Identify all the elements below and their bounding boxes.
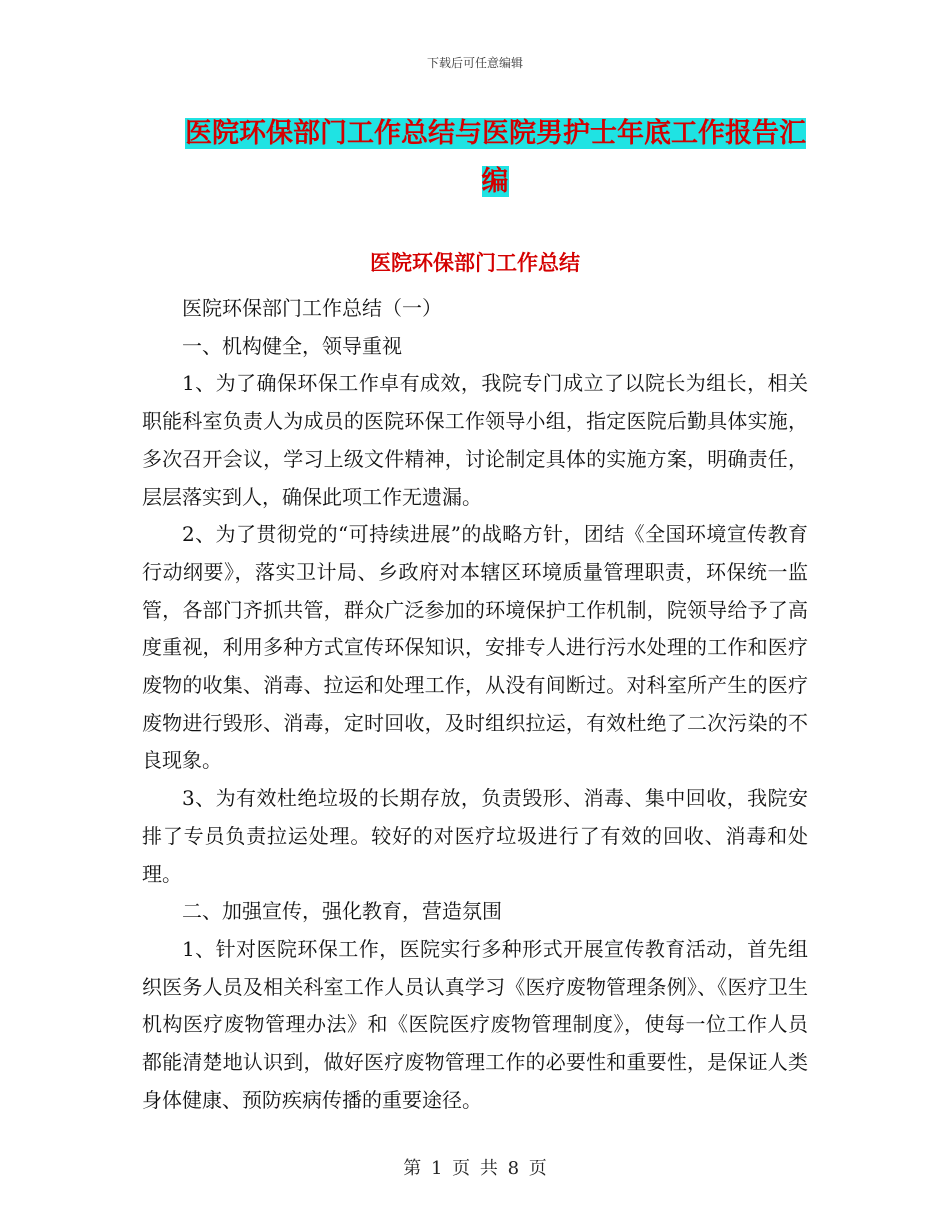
document-body xyxy=(142,290,808,1119)
section-title: 医院环保部门工作总结 xyxy=(370,251,580,275)
body-paragraph: 2、为了贯彻党的“可持续进展”的战略方针，团结《全国环境宣传教育行动纲要》，落实卫计局、乡政府对本辖区环境质量管理职责，环保统一监管，各部门齐抓共管，群众广泛参加的环境保护工作机制，院领导给予了高度重视，利用多种方式宣传环保知识，安排专人进行污水处理的工作和医疗废物的收集、消毒、拉运和处理工作，从没有间断过。对科室所产生的医疗废物进行毁形、消毒，定时回收，及时组织拉运，有效杜绝了二次污染的不良现象。 xyxy=(142,522,808,773)
body-paragraph: 1、针对医院环保工作，医院实行多种形式开展宣传教育活动，首先组织医务人员及相关科室工作人员认真学习《医疗废物管理条例》、《医疗卫生机构医疗废物管理办法》和《医院医疗废物管理制度》，使每一位工作人员都能清楚地认识到，做好医疗废物管理工作的必要性和重要性，是保证人类身体健康、预防疾病传播的重要途径。 xyxy=(142,936,808,1112)
document-title-line-1 xyxy=(185,110,805,158)
document-title-line-2 xyxy=(185,158,805,206)
body-paragraph: 3、为有效杜绝垃圾的长期存放，负责毁形、消毒、集中回收，我院安排了专员负责拉运处理。较好的对医疗垃圾进行了有效的回收、消毒和处理。 xyxy=(142,786,808,886)
title-highlight-1: 医院环保部门工作总结与医院男护士年底工作报告汇 xyxy=(185,118,806,149)
body-paragraph: 1、为了确保环保工作卓有成效，我院专门成立了以院长为组长，相关职能科室负责人为成员的医院环保工作领导小组，指定医院后勤具体实施，多次召开会议，学习上级文件精神，讨论制定具体的实施方案，明确责任，层层落实到人，确保此项工作无遗漏。 xyxy=(142,371,808,509)
title-highlight-2: 编 xyxy=(481,166,509,197)
subtitle-paragraph: 医院环保部门工作总结（一） xyxy=(182,296,442,320)
document-title xyxy=(185,110,805,206)
page-number: 第 1 页 共 8 页 xyxy=(403,1158,547,1179)
header-note: 下载后可任意编辑 xyxy=(426,56,523,70)
heading-one: 一、机构健全，领导重视 xyxy=(182,333,402,358)
heading-two: 二、加强宣传，强化教育，营造氛围 xyxy=(182,899,502,924)
